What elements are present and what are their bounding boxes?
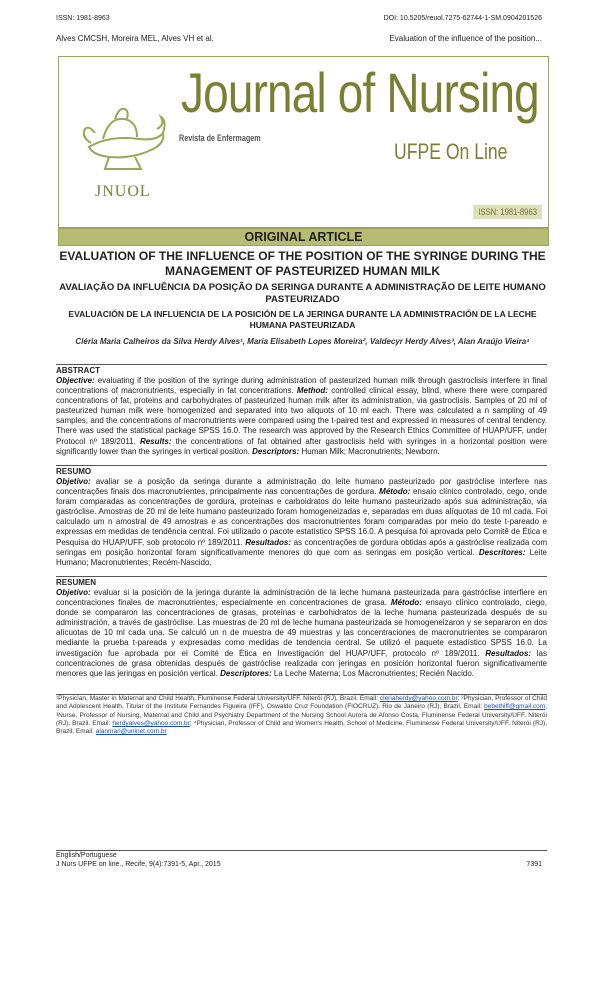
resumo-heading: RESUMO xyxy=(56,467,92,476)
issn-badge: ISSN: 1981-8963 xyxy=(473,205,542,219)
resumo-results-label: Resultados: xyxy=(245,537,292,547)
resumen-descriptors: La Leche Materna; Los Macronutrientes; Recién Nacido. xyxy=(273,668,475,678)
resumo-objective-label: Objetivo: xyxy=(56,477,91,486)
email-link-1[interactable]: cleriaherdy@yahoo.com.br xyxy=(379,695,458,702)
article-type-bar: ORIGINAL ARTICLE xyxy=(58,228,549,246)
abstract-results: the concentrations of fat obtained after gastroclisis held with syringes in a horizontal position were significantly lower than the syringes in vertical position. xyxy=(56,436,547,456)
resumen-results-label: Resultados: xyxy=(485,648,532,658)
ufpe-online: UFPE On Line xyxy=(394,139,508,164)
abstract-body xyxy=(56,376,547,457)
abstract-section xyxy=(56,364,547,457)
resumo-section xyxy=(56,465,547,568)
abstract-heading: ABSTRACT xyxy=(56,366,100,375)
resumo-body xyxy=(56,477,547,568)
abstract-method: controlled clinical essay, blind, where there were compared concentrations of fat, proteins and carbohydrates of pasteurized human milk after its administration, via gastroclisis. Samples of 20 ml of pasteurized human milk were homogenized and separated into two aliquots of 10 ml each. There was calculated a n sampling of 49 samples, and the concentrations of macronutrients were compared using the t-paired test and expressed in measures of central tendency. There was used the statistical package SPSS 16.0. The research was approved by the Research Ethics Committee of HUAP/UFF, under Protocol nº 189/2011. xyxy=(56,386,547,446)
resumen-objective-label: Objetivo: xyxy=(56,588,91,597)
abstract-descriptors: Human Milk; Macronutrients; Newborn. xyxy=(301,446,440,456)
resumen-method-label: Método: xyxy=(390,598,422,608)
footnote-2: ; ²Physician, Professor of Child and Adolescent Health, Titular of the Institute Fernandes Figueira (IFF), Oswaldo Cruz Foundation (FIOCRUZ). Rio de Janeiro (RJ), Brazil. Email: xyxy=(56,695,547,711)
title-portuguese: AVALIAÇÃO DA INFLUÊNCIA DA POSIÇÃO DA SERINGA DURANTE A ADMINISTRAÇÃO DE LEITE HUMANO PASTEURIZADO xyxy=(59,282,546,305)
jnuol-label: JNUOL xyxy=(95,183,151,200)
doi-header: DOI: 10.5205/reuol.7275-62744-1-SM.0904201526 xyxy=(383,15,542,22)
abstract-objective: evaluating if the position of the syringe during administration of pasteurized human milk through gastroclisis interfere in final concentrations of macronutrients, especially in fat concentrations. xyxy=(56,376,547,396)
oil-lamp-logo-icon xyxy=(79,77,169,187)
abstract-method-label: Method: xyxy=(296,386,328,396)
abstract-descriptors-label: Descriptors: xyxy=(252,446,300,456)
resumo-results: as concentrações de gordura obtidas após a gastróclise realizada com seringas em posição horizontal foram significativamente menores do que com as seringas em posição vertical. xyxy=(56,537,547,557)
footer-divider xyxy=(56,850,547,851)
resumo-descriptors-label: Descritores: xyxy=(478,547,526,557)
resumen-descriptors-label: Descriptores: xyxy=(220,668,272,678)
footer-citation: J Nurs UFPE on line., Recife, 9(4):7391-5, Apr., 2015 xyxy=(56,861,221,868)
footnote-1: ¹Physician, Master in Maternal and Child Health, Fluminense Federal University/UFF. Niterói (RJ), Brazil. Email: xyxy=(56,695,378,702)
resumen-body xyxy=(56,588,547,679)
resumo-objective: avaliar se a posição da seringa durante a administração do leite humano pasteurizado por gastróclise interfere nas concentrações finais dos macronutrientes, principalmente nas concentrações de gordura. xyxy=(56,477,547,497)
issn-header: ISSN: 1981-8963 xyxy=(56,15,110,22)
journal-subtitle: Revista de Enfermagem xyxy=(179,133,261,143)
resumo-descriptors: Leite Humano; Macronutrientes; Recém-Nascido. xyxy=(56,547,547,567)
resumen-objective: evaluar si la posición de la jeringa durante la administración de la leche humana pasteurizada para gastróclise interfiere en concentraciones finales de macronutrientes, especialmente en concentraciones de grasa. xyxy=(56,588,547,608)
resumen-heading: RESUMEN xyxy=(56,578,97,587)
footnote-3: ; ³Nurse, Professor of Nursing, Maternal and Child and Psychiatry Department of the Nursing School Aurora de Afonso Costa, Fluminense Federal University/UFF. Niterói (RJ), Brazil. Email: xyxy=(56,703,547,727)
authors-short: Alves CMCSH, Moreira MEL, Alves VH et al. xyxy=(56,34,214,43)
resumo-method-label: Método: xyxy=(379,487,411,497)
author-list: Cléria Maria Calheiros da Silva Herdy Alves¹, Maria Elisabeth Lopes Moreira², Valdecyr Herdy Alves³, Alan Araújo Vieira⁴ xyxy=(75,337,530,346)
journal-banner xyxy=(58,56,549,228)
author-footnotes xyxy=(56,694,547,736)
email-link-3[interactable]: herdyalves@yahoo.com.br xyxy=(112,719,190,727)
email-link-4[interactable]: alanmari@uninet.com.br xyxy=(95,728,167,736)
resumen-method: ensayo clínico controlado, ciego, donde se compararon las concentraciones de grasas, proteínas e carbohidratos de la leche humana pasteurizada después de su administración, a través de gastróclise. Las muestras de 20 ml de leche humana pasteurizada se homogeneizaron y se separaron en dos alícuotas de 10 ml cada una. Se calculó un n de muestra de 49 muestras y las concentraciones de macronutrientes se compararon mediante la prueba t-pareada y expresadas como medidas de tendencia central. Se utilizó el paquete estadístico SPSS 16.0. La investigación fue aprobada por el Comité de Ética en Investigación del HUAP/UFF, protocolo nº 189/2011. xyxy=(56,598,547,658)
title-spanish: EVALUACIÓN DE LA INFLUENCIA DE LA POSICIÓN DE LA JERINGA DURANTE LA ADMINISTRACIÓN DE LA LECHE HUMANA PASTEURIZADA xyxy=(68,309,537,330)
journal-title: Journal of Nursing xyxy=(181,61,539,124)
abstract-objective-label: Objective: xyxy=(56,376,95,385)
resumen-results: las concentraciones de grasa obtenidas después de gastróclise realizada con jeringas en posición horizontal fueron significativamente menores que las jeringas en posición vertical. xyxy=(56,648,547,678)
resumen-section xyxy=(56,576,547,679)
footnote-4: ; ⁴Physician, Professor of Child and Women's Health, School of Medicine, Fluminense Federal University/UFF. Niterói (RJ), Brazil. Email: xyxy=(56,719,548,736)
running-title: Evaluation of the influence of the position... xyxy=(389,34,542,43)
email-link-2[interactable]: bebethiff@gmail.com xyxy=(484,703,546,711)
resumo-method: ensaio clínico controlado, cego, onde foram comparadas as concentrações de gordura, proteínas e carboidratos do leite humano pasteurizado após sua administração, via gastróclise. Amostras de 20 ml de leite humano pasteurizado foram homogeneizadas e, separadas em duas alíquotas de 10 ml cada. Foi calculado um n amostral de 49 amostras e as concentrações dos macronutrientes foram comparadas por meio do teste t-pareado e expressas em medidas de tendência central. Foi utilizado o pacote estatístico SPSS 16.0. A pesquisa foi aprovada pelo Comitê de Ética e Pesquisa do HUAP/UFF, sob protocolo nº 189/2011. xyxy=(56,487,547,547)
title-english: EVALUATION OF THE INFLUENCE OF THE POSITION OF THE SYRINGE DURING THE MANAGEMENT OF PASTEURIZED HUMAN MILK xyxy=(59,249,546,278)
page-number: 7391 xyxy=(526,861,542,868)
footer-language: English/Portuguese xyxy=(56,852,117,859)
abstract-results-label: Results: xyxy=(139,436,172,446)
